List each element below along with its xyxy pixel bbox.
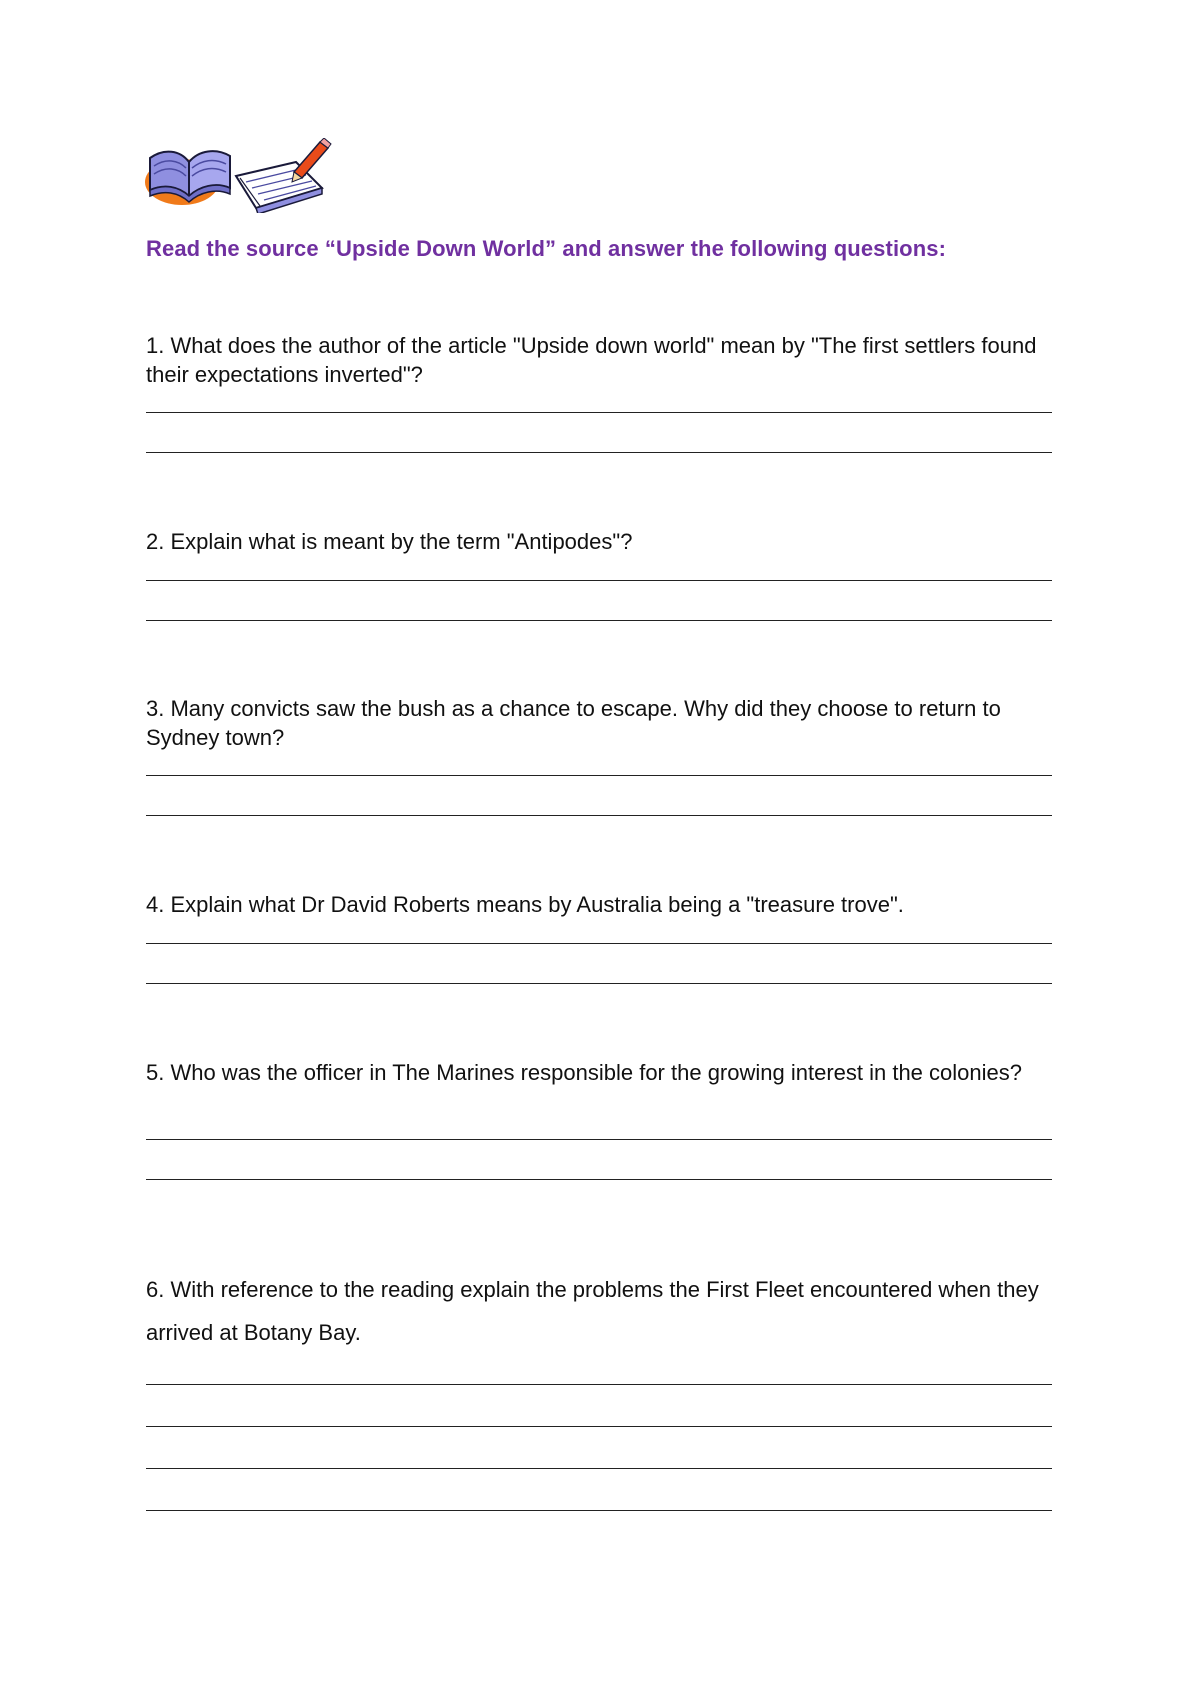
notebook-pencil-icon (236, 138, 331, 213)
answer-line[interactable] (146, 1510, 1052, 1511)
question-3: 3. Many convicts saw the bush as a chance to escape. Why did they choose to return to Sydney town? (146, 696, 1001, 750)
answer-line[interactable] (146, 1139, 1052, 1140)
answer-line[interactable] (146, 775, 1052, 776)
question-1: 1. What does the author of the article "Upside down world" mean by "The first settlers found their expectations inverted"? (146, 333, 1037, 387)
answer-line[interactable] (146, 412, 1052, 413)
answer-line[interactable] (146, 815, 1052, 816)
answer-line[interactable] (146, 1384, 1052, 1385)
question-4: 4. Explain what Dr David Roberts means by Australia being a "treasure trove". (146, 892, 904, 917)
answer-line[interactable] (146, 452, 1052, 453)
answer-line[interactable] (146, 580, 1052, 581)
answer-line[interactable] (146, 1468, 1052, 1469)
answer-line[interactable] (146, 620, 1052, 621)
question-2: 2. Explain what is meant by the term "Antipodes"? (146, 529, 633, 554)
answer-line[interactable] (146, 1179, 1052, 1180)
answer-line[interactable] (146, 1426, 1052, 1427)
question-6: 6. With reference to the reading explain the problems the First Fleet encountered when they arrived at Botany Bay. (146, 1277, 1039, 1345)
answer-line[interactable] (146, 943, 1052, 944)
question-5: 5. Who was the officer in The Marines responsible for the growing interest in the colonies? (146, 1060, 1022, 1085)
open-book-icon (145, 151, 230, 205)
clipart (144, 138, 334, 213)
worksheet-heading: Read the source “Upside Down World” and answer the following questions: (146, 236, 946, 261)
answer-line[interactable] (146, 983, 1052, 984)
